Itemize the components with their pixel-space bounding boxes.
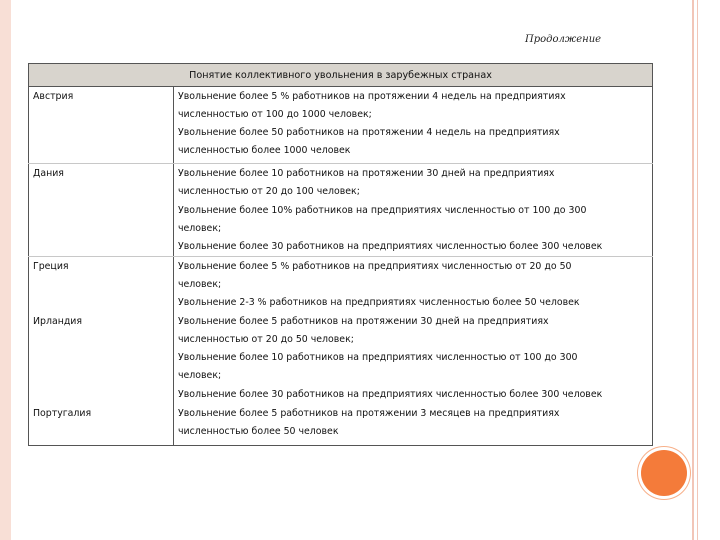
table-row-portugal: [29, 404, 653, 446]
collective-dismissal-table: [28, 63, 653, 446]
table-row-denmark: [29, 164, 653, 256]
right-decorative-line: [692, 0, 694, 540]
definition-line: численностью более 50 человек: [178, 425, 339, 437]
definition-line: человек;: [178, 222, 222, 234]
country-cell: Ирландия: [29, 312, 174, 403]
definition-line: Увольнение более 5 % работников на протяжении 4 недель на предприятиях: [178, 91, 566, 102]
definition-line: численностью более 1000 человек: [178, 145, 351, 157]
country-cell: Португалия: [29, 404, 174, 446]
definition-cell: [174, 312, 653, 403]
definition-line: Увольнение более 5 работников на протяжении 3 месяцев на предприятиях: [178, 407, 560, 419]
country-cell: Австрия: [29, 87, 174, 164]
left-decorative-stripe: [0, 0, 11, 540]
definition-line: человек;: [178, 278, 222, 290]
country-cell: Дания: [29, 164, 174, 256]
definition-line: человек;: [178, 370, 222, 382]
definition-line: Увольнение более 30 работников на предприятиях численностью более 300 человек: [178, 388, 603, 400]
definition-line: численностью от 20 до 50 человек;: [178, 334, 354, 346]
definition-cell: [174, 404, 653, 446]
definition-line: Увольнение более 5 % работников на предприятиях численностью от 20 до 50: [178, 260, 572, 272]
definition-line: численностью от 20 до 100 человек;: [178, 186, 360, 198]
definition-cell: [174, 256, 653, 312]
definition-line: Увольнение более 5 работников на протяжении 30 дней на предприятиях: [178, 316, 549, 328]
definition-line: Увольнение 2-3 % работников на предприятиях численностью более 50 человек: [178, 297, 580, 309]
country-cell: Греция: [29, 256, 174, 312]
orange-circle-decoration: [641, 450, 687, 496]
table-header: Понятие коллективного увольнения в зарубежных странах: [29, 64, 653, 87]
definition-cell: [174, 164, 653, 256]
table-row-austria: [29, 87, 653, 164]
right-decorative-line-inner: [697, 0, 698, 540]
table-row-greece: [29, 256, 653, 312]
table-row-ireland: [29, 312, 653, 403]
definition-cell: [174, 87, 653, 164]
definition-line: Увольнение более 10% работников на предприятиях численностью от 100 до 300: [178, 204, 587, 216]
definition-line: Увольнение более 50 работников на протяжении 4 недель на предприятиях: [178, 127, 560, 139]
definition-line: Увольнение более 30 работников на предприятиях численностью более 300 человек: [178, 240, 603, 252]
table-header-row: [29, 64, 653, 87]
definition-line: Увольнение более 10 работников на протяжении 30 дней на предприятиях: [178, 168, 555, 180]
continuation-label: Продолжение: [525, 34, 602, 45]
definition-line: Увольнение более 10 работников на предприятиях численностью от 100 до 300: [178, 352, 578, 364]
definition-line: численностью от 100 до 1000 человек;: [178, 109, 372, 121]
